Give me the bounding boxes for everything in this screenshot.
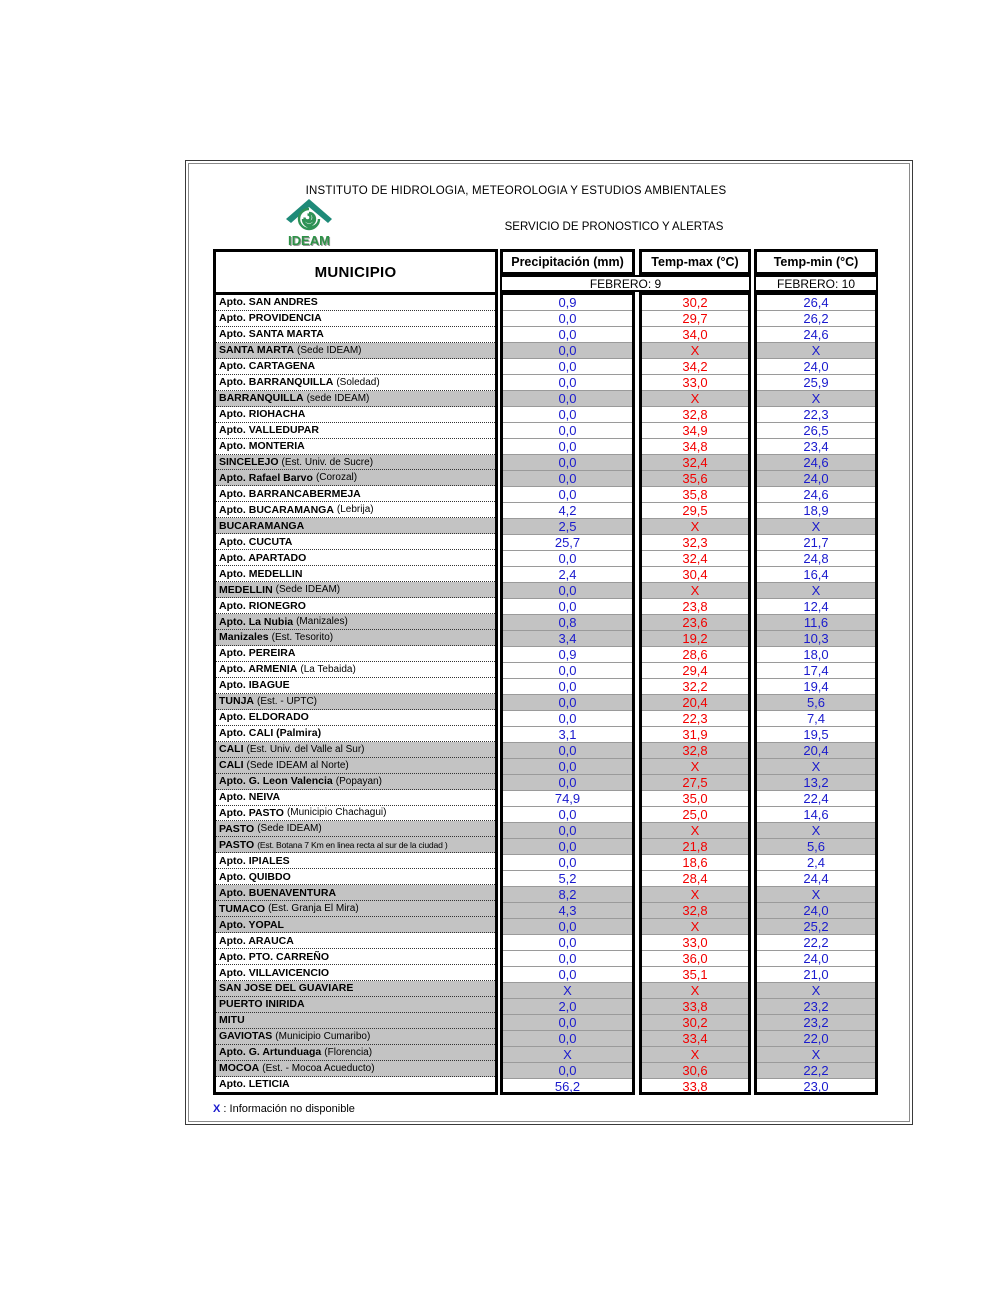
table-cell-precipitation: 0,0 bbox=[503, 935, 632, 951]
table-cell-precipitation: X bbox=[503, 1047, 632, 1063]
table-cell-temp_min: 24,6 bbox=[757, 487, 875, 503]
table-cell-precipitation: 0,0 bbox=[503, 839, 632, 855]
table-cell-precipitation: 5,2 bbox=[503, 871, 632, 887]
table-row-municipality bbox=[216, 662, 495, 678]
temp-max-values bbox=[642, 295, 748, 1092]
table-cell-precipitation: 0,0 bbox=[503, 599, 632, 615]
table-cell-precipitation: 0,0 bbox=[503, 343, 632, 359]
table-cell-temp_min: 14,6 bbox=[757, 807, 875, 823]
municipality-name: Apto. YOPAL bbox=[219, 918, 284, 931]
municipality-name: PUERTO INIRIDA bbox=[219, 998, 305, 1011]
legend-footnote bbox=[213, 1103, 355, 1115]
table-cell-temp_min: 22,2 bbox=[757, 935, 875, 951]
municipality-name: Apto. QUIBDO bbox=[219, 870, 291, 883]
table-cell-precipitation: 0,0 bbox=[503, 391, 632, 407]
table-cell-precipitation: 0,0 bbox=[503, 439, 632, 455]
table-row-municipality bbox=[216, 790, 495, 806]
table-cell-precipitation: 0,0 bbox=[503, 471, 632, 487]
municipality-name: Apto. ARAUCA bbox=[219, 934, 294, 947]
table-row-municipality bbox=[216, 949, 495, 965]
table-cell-temp_min: X bbox=[757, 343, 875, 359]
table-cell-precipitation: 0,0 bbox=[503, 967, 632, 983]
table-cell-temp_min: 23,4 bbox=[757, 439, 875, 455]
table-cell-temp_min: X bbox=[757, 519, 875, 535]
table-cell-temp_max: 29,7 bbox=[642, 311, 748, 327]
table-cell-precipitation: 3,4 bbox=[503, 631, 632, 647]
temp-max-column bbox=[639, 292, 751, 1095]
municipality-name: TUMACO bbox=[219, 902, 266, 915]
table-cell-temp_max: 28,6 bbox=[642, 647, 748, 663]
table-cell-temp_max: 35,6 bbox=[642, 471, 748, 487]
table-row-municipality bbox=[216, 327, 495, 343]
table-cell-temp_min: 5,6 bbox=[757, 695, 875, 711]
table-row-municipality bbox=[216, 1013, 495, 1029]
table-cell-temp_max: 31,9 bbox=[642, 727, 748, 743]
station-note: (La Tebaida) bbox=[300, 663, 356, 675]
station-note: (Est. Granja El Mira) bbox=[268, 903, 359, 915]
station-note: (Municipio Chachagui) bbox=[286, 807, 387, 819]
municipality-name: Apto. La Nubia bbox=[219, 615, 294, 628]
table-cell-temp_max: 36,0 bbox=[642, 951, 748, 967]
table-cell-temp_min: 7,4 bbox=[757, 711, 875, 727]
municipality-name: Apto. MONTERIA bbox=[219, 440, 305, 453]
table-cell-temp_min: 25,9 bbox=[757, 375, 875, 391]
table-row-municipality bbox=[216, 901, 495, 917]
logo-wordmark: IDEAM bbox=[288, 233, 330, 248]
table-row-municipality bbox=[216, 710, 495, 726]
table-row-municipality bbox=[216, 806, 495, 822]
table-cell-temp_min: 13,2 bbox=[757, 775, 875, 791]
table-cell-precipitation: 0,0 bbox=[503, 711, 632, 727]
table-cell-temp_max: X bbox=[642, 391, 748, 407]
table-cell-temp_max: 23,8 bbox=[642, 599, 748, 615]
table-cell-precipitation: 0,0 bbox=[503, 823, 632, 839]
table-cell-temp_min: 19,4 bbox=[757, 679, 875, 695]
station-note: (Florencia) bbox=[324, 1046, 373, 1058]
station-note: (Est. - Mocoa Acueducto) bbox=[262, 1062, 375, 1074]
table-cell-temp_min: 20,4 bbox=[757, 743, 875, 759]
station-note: (Municipio Cumaribo) bbox=[275, 1030, 371, 1042]
table-cell-temp_max: 35,1 bbox=[642, 967, 748, 983]
table-cell-temp_max: 21,8 bbox=[642, 839, 748, 855]
municipality-name: Apto. PEREIRA bbox=[219, 647, 296, 660]
municipality-name: CALI bbox=[219, 743, 244, 756]
table-row-municipality bbox=[216, 853, 495, 869]
table-cell-precipitation: 0,0 bbox=[503, 311, 632, 327]
municipality-name: TUNJA bbox=[219, 695, 255, 708]
table-row-municipality bbox=[216, 1045, 495, 1061]
table-cell-temp_min: 21,7 bbox=[757, 535, 875, 551]
table-cell-precipitation: 0,0 bbox=[503, 1031, 632, 1047]
table-cell-precipitation: 0,0 bbox=[503, 855, 632, 871]
municipio-rows bbox=[216, 295, 495, 1092]
table-cell-precipitation: 0,8 bbox=[503, 615, 632, 631]
municipality-name: PASTO bbox=[219, 838, 255, 851]
table-cell-temp_min: 17,4 bbox=[757, 663, 875, 679]
table-cell-precipitation: 4,2 bbox=[503, 503, 632, 519]
municipality-name: Apto. G. Leon Valencia bbox=[219, 775, 333, 788]
table-row-municipality bbox=[216, 423, 495, 439]
table-cell-temp_min: 24,0 bbox=[757, 359, 875, 375]
table-cell-precipitation: 0,0 bbox=[503, 663, 632, 679]
table-cell-temp_max: 32,4 bbox=[642, 551, 748, 567]
table-row-municipality bbox=[216, 455, 495, 471]
municipality-name: Apto. G. Artunduaga bbox=[219, 1046, 322, 1059]
station-note: (Lebrija) bbox=[336, 504, 374, 516]
table-row-municipality bbox=[216, 359, 495, 375]
table-cell-temp_max: 23,6 bbox=[642, 615, 748, 631]
table-row-municipality bbox=[216, 630, 495, 646]
station-note: (Popayan) bbox=[335, 775, 382, 787]
table-row-municipality bbox=[216, 869, 495, 885]
station-note: (Manizales) bbox=[296, 616, 348, 628]
temp-max-column-header: Temp-max (°C) bbox=[639, 249, 751, 275]
temp-min-column bbox=[754, 292, 878, 1095]
table-row-municipality bbox=[216, 694, 495, 710]
municipality-name: Apto. PTO. CARREÑO bbox=[219, 950, 330, 963]
municipality-name: SAN JOSE DEL GUAVIARE bbox=[219, 982, 354, 995]
table-cell-precipitation: 8,2 bbox=[503, 887, 632, 903]
table-cell-temp_min: 26,2 bbox=[757, 311, 875, 327]
table-row-municipality bbox=[216, 981, 495, 997]
table-row-municipality bbox=[216, 439, 495, 455]
municipality-name: Apto. CALI (Palmira) bbox=[219, 727, 322, 740]
table-cell-precipitation: 2,5 bbox=[503, 519, 632, 535]
table-cell-temp_max: 30,6 bbox=[642, 1063, 748, 1079]
table-cell-temp_min: 24,4 bbox=[757, 871, 875, 887]
table-row-municipality bbox=[216, 550, 495, 566]
table-cell-temp_min: 24,6 bbox=[757, 455, 875, 471]
table-cell-temp_max: X bbox=[642, 983, 748, 999]
table-cell-temp_min: 11,6 bbox=[757, 615, 875, 631]
municipality-name: Apto. APARTADO bbox=[219, 551, 307, 564]
table-cell-temp_min: 26,4 bbox=[757, 295, 875, 311]
table-cell-temp_max: 25,0 bbox=[642, 807, 748, 823]
table-cell-precipitation: 0,0 bbox=[503, 1063, 632, 1079]
table-cell-temp_min: 23,0 bbox=[803, 1079, 829, 1094]
station-note: (sede IDEAM) bbox=[306, 392, 370, 404]
municipality-name: Apto. MEDELLIN bbox=[219, 567, 303, 580]
table-cell-temp_min: 24,8 bbox=[757, 551, 875, 567]
table-row-municipality bbox=[216, 933, 495, 949]
municipality-name: Apto. ARMENIA bbox=[219, 663, 298, 676]
table-cell-temp_min: 24,6 bbox=[757, 327, 875, 343]
table-cell-temp_min: X bbox=[757, 759, 875, 775]
table-row-municipality bbox=[216, 774, 495, 790]
table-cell-precipitation: 0,0 bbox=[503, 679, 632, 695]
station-note: (Est. Botana 7 Km en linea recta al sur de la ciudad ) bbox=[257, 839, 448, 850]
table-cell-temp_max: X bbox=[642, 823, 748, 839]
municipality-name: Apto. PROVIDENCIA bbox=[219, 312, 322, 325]
table-cell-precipitation: 0,0 bbox=[503, 375, 632, 391]
table-cell-precipitation: 0,0 bbox=[503, 695, 632, 711]
table-row-municipality bbox=[216, 534, 495, 550]
municipality-name: Apto. NEIVA bbox=[219, 791, 281, 804]
table-cell-precipitation: 0,0 bbox=[503, 583, 632, 599]
table-cell-temp_max: 30,2 bbox=[642, 295, 748, 311]
table-cell-precipitation: 0,0 bbox=[503, 919, 632, 935]
table-cell-temp_min: 21,0 bbox=[757, 967, 875, 983]
table-cell-temp_min: X bbox=[757, 391, 875, 407]
table-cell-temp_min: 16,4 bbox=[757, 567, 875, 583]
table-row-municipality bbox=[216, 917, 495, 933]
table-row-municipality bbox=[216, 758, 495, 774]
table-cell-temp_max: X bbox=[642, 519, 748, 535]
table-row-municipality bbox=[216, 582, 495, 598]
municipality-name: Apto. LETICIA bbox=[219, 1078, 290, 1091]
table-cell-temp_min: 12,4 bbox=[757, 599, 875, 615]
table-cell-temp_min: 10,3 bbox=[757, 631, 875, 647]
table-cell-temp_min: 18,9 bbox=[757, 503, 875, 519]
table-cell-temp_min: X bbox=[757, 983, 875, 999]
table-row-municipality bbox=[216, 1061, 495, 1077]
table-cell-temp_max: 35,0 bbox=[642, 791, 748, 807]
table-row-municipality bbox=[216, 502, 495, 518]
table-cell-temp_max: 33,8 bbox=[642, 999, 748, 1015]
table-cell-temp_min: 25,2 bbox=[757, 919, 875, 935]
table-cell-temp_max: 27,5 bbox=[642, 775, 748, 791]
table-cell-temp_min: 22,4 bbox=[757, 791, 875, 807]
table-row-municipality bbox=[216, 1077, 495, 1092]
table-row-municipality bbox=[216, 997, 495, 1013]
municipality-name: MEDELLIN bbox=[219, 583, 273, 596]
table-cell-precipitation: 3,1 bbox=[503, 727, 632, 743]
table-row-municipality bbox=[216, 885, 495, 901]
municipality-name: SANTA MARTA bbox=[219, 344, 295, 357]
municipality-name: Apto. BARRANCABERMEJA bbox=[219, 487, 361, 500]
table-cell-temp_min: 18,0 bbox=[757, 647, 875, 663]
table-cell-temp_min: X bbox=[757, 823, 875, 839]
table-cell-temp_max: 34,0 bbox=[642, 327, 748, 343]
station-note: (Est. - UPTC) bbox=[257, 695, 318, 707]
station-note: (Sede IDEAM) bbox=[297, 344, 362, 356]
table-cell-temp_max: 32,2 bbox=[642, 679, 748, 695]
municipality-name: Apto. VALLEDUPAR bbox=[219, 424, 319, 437]
table-cell-precipitation: 0,0 bbox=[503, 951, 632, 967]
legend-text: : Información no disponible bbox=[223, 1103, 355, 1115]
municipality-name: Apto. RIONEGRO bbox=[219, 599, 306, 612]
municipality-name: Apto. IBAGUE bbox=[219, 679, 290, 692]
table-cell-precipitation: 0,0 bbox=[503, 327, 632, 343]
table-cell-temp_max: X bbox=[642, 919, 748, 935]
table-row-municipality bbox=[216, 311, 495, 327]
municipality-name: Apto. CARTAGENA bbox=[219, 360, 316, 373]
date-header-febrero-10: FEBRERO: 10 bbox=[754, 275, 878, 292]
table-row-municipality bbox=[216, 407, 495, 423]
station-note: (Corozal) bbox=[315, 472, 358, 484]
table-row-municipality bbox=[216, 726, 495, 742]
table-row-municipality bbox=[216, 343, 495, 359]
municipality-name: Apto. SANTA MARTA bbox=[219, 328, 324, 341]
temp-min-column-header: Temp-min (°C) bbox=[754, 249, 878, 275]
municipality-name: Apto. CUCUTA bbox=[219, 535, 293, 548]
table-cell-precipitation: 0,0 bbox=[503, 551, 632, 567]
municipality-name: CALI bbox=[219, 759, 244, 772]
table-cell-temp_max: 30,4 bbox=[642, 567, 748, 583]
municipality-name: BUCARAMANGA bbox=[219, 519, 305, 532]
table-cell-precipitation: 2,0 bbox=[503, 999, 632, 1015]
table-cell-temp_max: 34,2 bbox=[642, 359, 748, 375]
table-cell-precipitation: 56,2 bbox=[554, 1079, 581, 1094]
table-cell-temp_min: X bbox=[757, 583, 875, 599]
municipality-name: Apto. IPIALES bbox=[219, 854, 290, 867]
service-subtitle: SERVICIO DE PRONOSTICO Y ALERTAS bbox=[504, 221, 724, 233]
table-cell-temp_min: 19,5 bbox=[757, 727, 875, 743]
table-cell-precipitation: 74,9 bbox=[503, 791, 632, 807]
table-cell-temp_min: 22,3 bbox=[757, 407, 875, 423]
table-cell-precipitation: 0,0 bbox=[503, 1015, 632, 1031]
forecast-table bbox=[213, 249, 878, 1095]
date-header-febrero-9: FEBRERO: 9 bbox=[500, 275, 751, 292]
table-cell-temp_max: 34,9 bbox=[642, 423, 748, 439]
table-cell-temp_max: 19,2 bbox=[642, 631, 748, 647]
table-cell-temp_max: 32,8 bbox=[642, 743, 748, 759]
station-note: (Est. Univ. del Valle al Sur) bbox=[246, 743, 365, 755]
table-cell-temp_max: 33,0 bbox=[642, 935, 748, 951]
report-page-frame bbox=[185, 160, 913, 1125]
institute-title: INSTITUTO DE HIDROLOGIA, METEOROLOGIA Y ESTUDIOS AMBIENTALES bbox=[305, 185, 727, 197]
municipality-name: Apto. RIOHACHA bbox=[219, 408, 306, 421]
table-cell-precipitation: 0,0 bbox=[503, 423, 632, 439]
table-cell-temp_min: 23,2 bbox=[757, 1015, 875, 1031]
table-cell-temp_min: 2,4 bbox=[757, 855, 875, 871]
table-cell-precipitation: 0,9 bbox=[503, 295, 632, 311]
table-row-municipality bbox=[216, 518, 495, 534]
municipality-name: Apto. BUENAVENTURA bbox=[219, 886, 337, 899]
table-cell-precipitation: 0,0 bbox=[503, 407, 632, 423]
table-cell-temp_max: 29,4 bbox=[642, 663, 748, 679]
table-row-municipality bbox=[216, 598, 495, 614]
municipality-name: Apto. ELDORADO bbox=[219, 711, 309, 724]
station-note: (Sede IDEAM al Norte) bbox=[246, 759, 349, 771]
station-note: (Est. Univ. de Sucre) bbox=[281, 456, 374, 468]
municipality-name: SINCELEJO bbox=[219, 456, 279, 468]
municipality-name: Apto. SAN ANDRES bbox=[219, 296, 318, 309]
table-cell-temp_min: X bbox=[757, 887, 875, 903]
table-row-municipality bbox=[216, 1029, 495, 1045]
municipality-name: BARRANQUILLA bbox=[219, 392, 304, 405]
table-cell-temp_max: X bbox=[642, 759, 748, 775]
table-cell-temp_min: 24,0 bbox=[757, 471, 875, 487]
station-note: (Sede IDEAM) bbox=[275, 584, 341, 596]
municipality-name: GAVIOTAS bbox=[219, 1030, 273, 1043]
legend-x-symbol: X bbox=[213, 1103, 221, 1115]
table-cell-temp_max: 29,5 bbox=[642, 503, 748, 519]
table-cell-temp_min: 22,0 bbox=[757, 1031, 875, 1047]
table-cell-temp_max: 32,8 bbox=[642, 903, 748, 919]
table-cell-temp_min: 22,2 bbox=[757, 1063, 875, 1079]
table-cell-temp_min: 23,2 bbox=[757, 999, 875, 1015]
table-row-municipality bbox=[216, 614, 495, 630]
table-cell-precipitation: 0,0 bbox=[503, 759, 632, 775]
table-cell-temp_max: 33,0 bbox=[642, 375, 748, 391]
municipality-name: Manizales bbox=[219, 631, 269, 644]
table-row-municipality bbox=[216, 470, 495, 486]
precipitation-values bbox=[503, 295, 632, 1092]
table-cell-temp_max: X bbox=[642, 1047, 748, 1063]
table-cell-temp_max: 34,8 bbox=[642, 439, 748, 455]
table-cell-temp_min: X bbox=[757, 1047, 875, 1063]
table-cell-temp_min: 24,0 bbox=[757, 903, 875, 919]
table-cell-temp_max: X bbox=[642, 343, 748, 359]
table-cell-temp_min: 24,0 bbox=[757, 951, 875, 967]
table-row-municipality bbox=[216, 391, 495, 407]
table-cell-precipitation: 0,9 bbox=[503, 647, 632, 663]
municipality-name: Apto. BUCARAMANGA bbox=[219, 503, 334, 516]
precipitation-column bbox=[500, 292, 635, 1095]
municipio-column-header: MUNICIPIO bbox=[216, 252, 495, 295]
table-cell-temp_max: 30,2 bbox=[642, 1015, 748, 1031]
table-cell-precipitation: X bbox=[503, 983, 632, 999]
municipality-name: MITU bbox=[219, 1014, 245, 1027]
temp-min-values bbox=[757, 295, 875, 1092]
table-cell-temp_max: 33,8 bbox=[682, 1079, 708, 1094]
table-cell-precipitation: 0,0 bbox=[503, 807, 632, 823]
station-note: (Soledad) bbox=[336, 376, 380, 388]
table-cell-temp_max: 32,4 bbox=[642, 455, 748, 471]
municipality-name: Apto. VILLAVICENCIO bbox=[219, 966, 330, 979]
table-cell-precipitation: 0,0 bbox=[503, 743, 632, 759]
table-cell-temp_max: 33,4 bbox=[642, 1031, 748, 1047]
table-cell-precipitation: 4,3 bbox=[503, 903, 632, 919]
table-row-municipality bbox=[216, 646, 495, 662]
table-cell-temp_max: 32,3 bbox=[642, 535, 748, 551]
table-cell-temp_max: 22,3 bbox=[642, 711, 748, 727]
table-row-municipality bbox=[216, 375, 495, 391]
station-note: (Est. Tesorito) bbox=[271, 631, 334, 643]
table-cell-temp_max: 35,8 bbox=[642, 487, 748, 503]
station-note: (Sede IDEAM) bbox=[257, 823, 322, 835]
table-cell-precipitation: 25,7 bbox=[503, 535, 632, 551]
table-row-municipality bbox=[216, 821, 495, 837]
table-cell-temp_max: X bbox=[642, 887, 748, 903]
table-cell-temp_min: 26,5 bbox=[757, 423, 875, 439]
municipality-name: MOCOA bbox=[219, 1062, 260, 1075]
municipality-name: Apto. BARRANQUILLA bbox=[219, 376, 334, 389]
table-row-municipality bbox=[216, 742, 495, 758]
table-row-municipality bbox=[216, 678, 495, 694]
table-row-municipality bbox=[216, 566, 495, 582]
table-row-municipality bbox=[216, 965, 495, 981]
table-cell-temp_min: 5,6 bbox=[757, 839, 875, 855]
municipality-name: Apto. Rafael Barvo bbox=[219, 471, 313, 484]
table-row-municipality bbox=[216, 295, 495, 311]
table-row-municipality bbox=[216, 837, 495, 853]
table-cell-precipitation: 0,0 bbox=[503, 487, 632, 503]
municipality-name: Apto. PASTO bbox=[219, 806, 284, 819]
table-cell-temp_max: 18,6 bbox=[642, 855, 748, 871]
municipio-column bbox=[213, 249, 498, 1095]
table-cell-temp_max: 20,4 bbox=[642, 695, 748, 711]
table-cell-temp_max: 32,8 bbox=[642, 407, 748, 423]
table-cell-precipitation: 0,0 bbox=[503, 359, 632, 375]
table-cell-temp_max: X bbox=[642, 583, 748, 599]
precipitation-column-header: Precipitación (mm) bbox=[500, 249, 635, 275]
table-cell-temp_max: 28,4 bbox=[642, 871, 748, 887]
table-cell-precipitation: 0,0 bbox=[503, 775, 632, 791]
table-cell-precipitation: 0,0 bbox=[503, 455, 632, 471]
municipality-name: PASTO bbox=[219, 822, 255, 835]
table-cell-precipitation: 2,4 bbox=[503, 567, 632, 583]
table-row-municipality bbox=[216, 486, 495, 502]
